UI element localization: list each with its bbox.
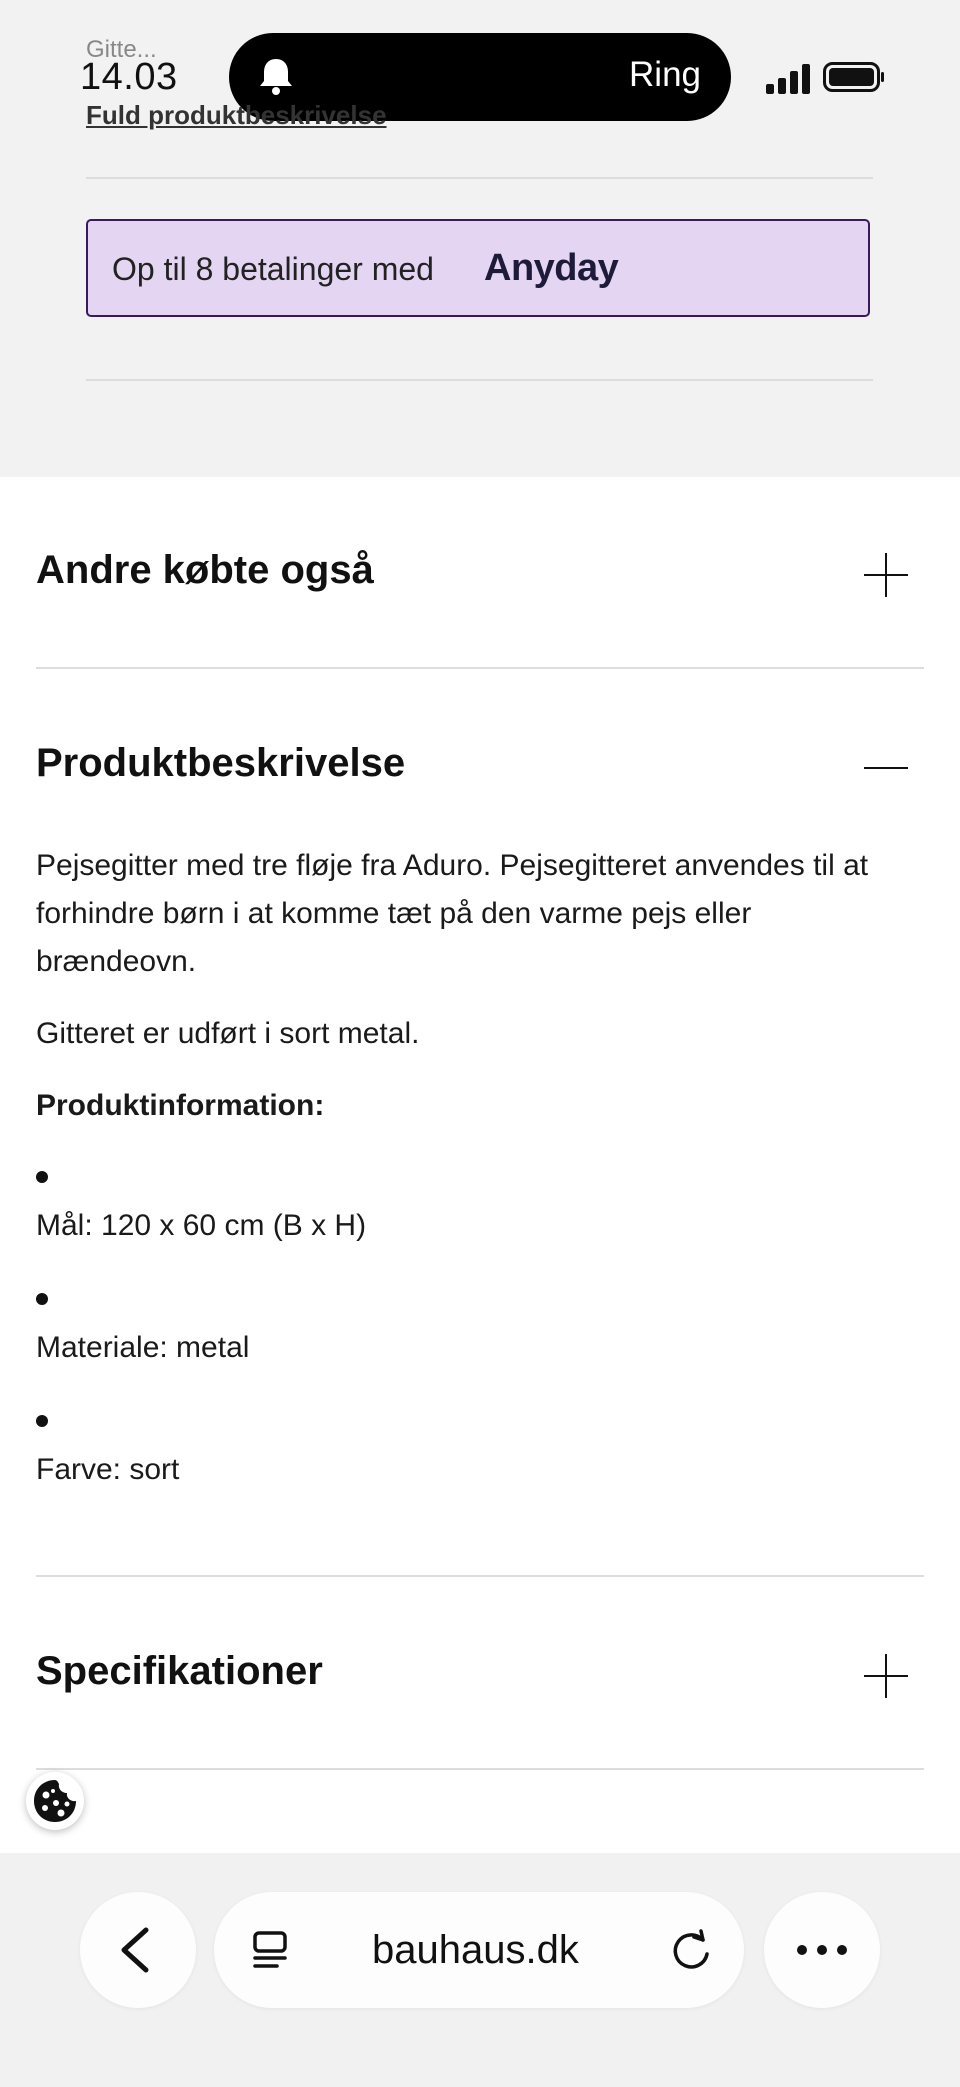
full-description-link[interactable]: Fuld produktbeskrivelse [86, 100, 387, 130]
product-info-heading: Produktinformation: [36, 1089, 325, 1122]
collapse-minus-icon[interactable] [864, 746, 908, 790]
more-dots-icon [764, 1892, 880, 2008]
anyday-banner[interactable] [86, 219, 870, 317]
bullet-text-material: Materiale: metal [36, 1331, 250, 1364]
top-divider-1 [86, 177, 873, 179]
anyday-text: Op til 8 betalinger med [112, 251, 434, 287]
status-time: 14.03 [80, 56, 178, 98]
expand-plus-icon[interactable] [864, 553, 908, 597]
section-divider-1 [36, 667, 924, 669]
section-also-bought[interactable] [36, 545, 924, 605]
back-button[interactable] [80, 1892, 196, 2008]
top-divider-2 [86, 379, 873, 381]
bullet-dot [36, 1171, 48, 1183]
description-paragraph-1: Pejsegitter med tre fløje fra Aduro. Pejsegitteret anvendes til at forhindre børn i at komme tæt på den varme pejs eller brændeovn. [36, 849, 869, 978]
chevron-left-icon [80, 1892, 196, 2008]
section-divider-2 [36, 1575, 924, 1577]
reload-icon[interactable] [670, 1928, 714, 1972]
bullet-dot [36, 1415, 48, 1427]
signal-icon [766, 64, 810, 94]
anyday-logo: Anyday [484, 247, 619, 289]
section-title-also-bought: Andre købte også [36, 548, 374, 592]
description-paragraph-2: Gitteret er udført i sort metal. [36, 1017, 420, 1050]
section-divider-3 [36, 1768, 924, 1770]
tabs-icon [250, 1928, 294, 1972]
section-title-specifications: Specifikationer [36, 1649, 323, 1693]
url-text: bauhaus.dk [372, 1928, 579, 1972]
address-bar[interactable] [214, 1892, 744, 2008]
island-label: Ring [629, 55, 701, 94]
bullet-text-dimensions: Mål: 120 x 60 cm (B x H) [36, 1209, 367, 1242]
more-button[interactable] [764, 1892, 880, 2008]
section-description[interactable] [36, 738, 924, 798]
expand-plus-icon[interactable] [864, 1654, 908, 1698]
status-carrier: Gitte... [86, 36, 157, 63]
bullet-dot [36, 1293, 48, 1305]
battery-icon [823, 62, 885, 92]
bell-icon [253, 53, 299, 99]
cookie-icon [31, 1777, 79, 1825]
bullet-text-color: Farve: sort [36, 1453, 180, 1486]
section-title-description: Produktbeskrivelse [36, 741, 406, 785]
section-specifications[interactable] [36, 1646, 924, 1706]
cookie-settings-button[interactable] [26, 1772, 84, 1830]
